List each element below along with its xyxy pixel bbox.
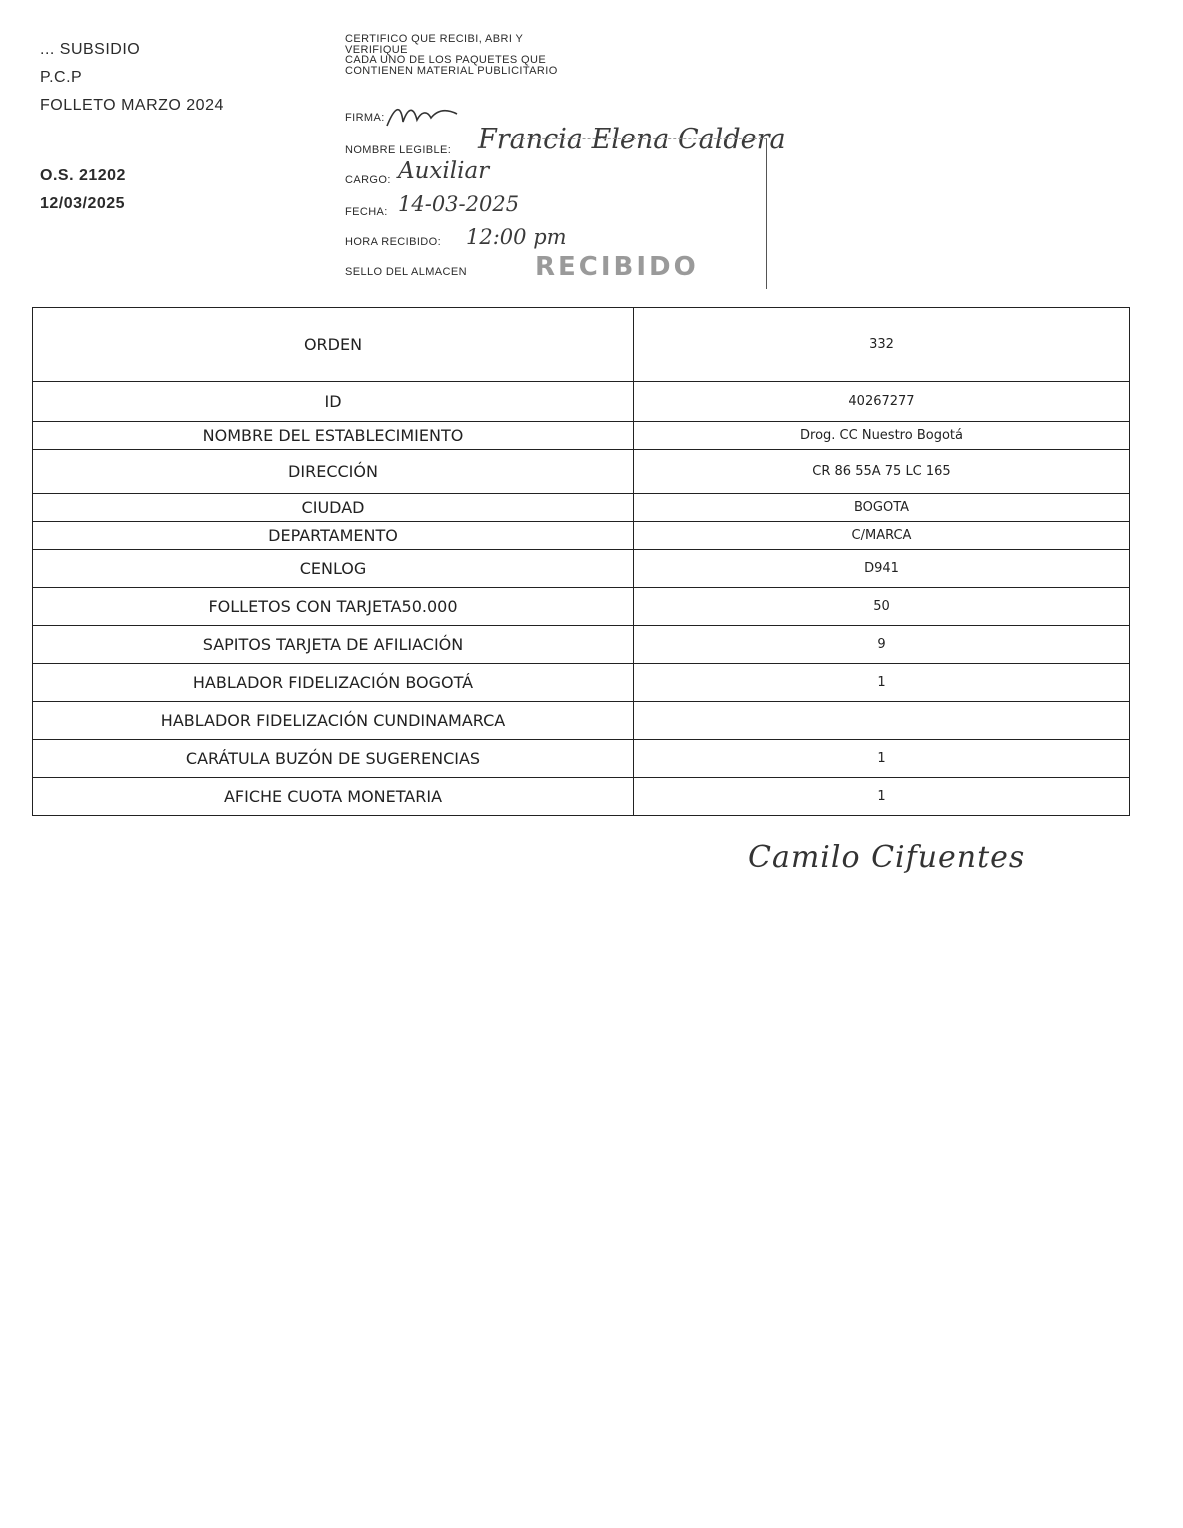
row-label: HABLADOR FIDELIZACIÓN CUNDINAMARCA (33, 702, 634, 740)
row-value: BOGOTA (634, 494, 1130, 522)
row-label: DEPARTAMENTO (33, 522, 634, 550)
cargo-label: CARGO: (345, 174, 391, 186)
table-row (33, 664, 1130, 702)
table-row (33, 494, 1130, 522)
table-row (33, 382, 1130, 422)
fecha-label: FECHA: (345, 206, 388, 218)
table-row (33, 308, 1130, 382)
row-label: DIRECCIÓN (33, 450, 634, 494)
cargo-value: Auxiliar (398, 158, 490, 184)
company-name: ... SUBSIDIO (40, 41, 141, 58)
row-value: 1 (634, 664, 1130, 702)
table-row (33, 702, 1130, 740)
row-label: AFICHE CUOTA MONETARIA (33, 778, 634, 816)
row-value: Drog. CC Nuestro Bogotá (634, 422, 1130, 450)
row-value: 50 (634, 588, 1130, 626)
department: P.C.P (40, 69, 83, 86)
cert-line: CADA UNO DE LOS PAQUETES QUE (345, 54, 547, 66)
cert-line: VERIFIQUE (345, 43, 408, 56)
handwritten-name: Camilo Cifuentes (748, 840, 1026, 875)
table-row (33, 588, 1130, 626)
signature-mark (383, 100, 463, 132)
delivery-table (32, 307, 1130, 816)
row-label: NOMBRE DEL ESTABLECIMIENTO (33, 422, 634, 450)
row-value: 1 (634, 778, 1130, 816)
os-number: O.S. 21202 (40, 167, 126, 184)
stamp-received: RECIBIDO (535, 252, 699, 282)
table-row (33, 550, 1130, 588)
row-value: 332 (634, 308, 1130, 382)
cert-line: CONTIENEN MATERIAL PUBLICITARIO (345, 64, 558, 77)
brochure-title: FOLLETO MARZO 2024 (40, 97, 224, 114)
header-os (40, 162, 126, 218)
table-row (33, 740, 1130, 778)
row-value: C/MARCA (634, 522, 1130, 550)
row-label: ID (33, 382, 634, 422)
row-label: HABLADOR FIDELIZACIÓN BOGOTÁ (33, 664, 634, 702)
table-row (33, 522, 1130, 550)
row-label: CENLOG (33, 550, 634, 588)
row-label: CIUDAD (33, 494, 634, 522)
row-value: D941 (634, 550, 1130, 588)
table-row (33, 626, 1130, 664)
certification-text (345, 34, 625, 76)
row-label: CARÁTULA BUZÓN DE SUGERENCIAS (33, 740, 634, 778)
sello-label: SELLO DEL ALMACEN (345, 266, 467, 278)
hora-value: 12:00 pm (466, 225, 567, 249)
row-value: 1 (634, 740, 1130, 778)
header-left (40, 36, 224, 120)
table-row (33, 450, 1130, 494)
nombre-label: NOMBRE LEGIBLE: (345, 144, 452, 156)
hora-label: HORA RECIBIDO: (345, 236, 442, 248)
row-label: ORDEN (33, 308, 634, 382)
row-value: CR 86 55A 75 LC 165 (634, 450, 1130, 494)
row-label: SAPITOS TARJETA DE AFILIACIÓN (33, 626, 634, 664)
row-value: 40267277 (634, 382, 1130, 422)
firma-label: FIRMA: (345, 112, 385, 124)
row-value: 9 (634, 626, 1130, 664)
table-row (33, 778, 1130, 816)
os-date: 12/03/2025 (40, 195, 126, 212)
table-row (33, 422, 1130, 450)
row-label: FOLLETOS CON TARJETA50.000 (33, 588, 634, 626)
nombre-value: Francia Elena Caldera (478, 124, 786, 155)
cert-line: CERTIFICO QUE RECIBI, ABRI Y (345, 33, 524, 45)
fecha-value: 14-03-2025 (398, 192, 520, 216)
row-value (634, 702, 1130, 740)
